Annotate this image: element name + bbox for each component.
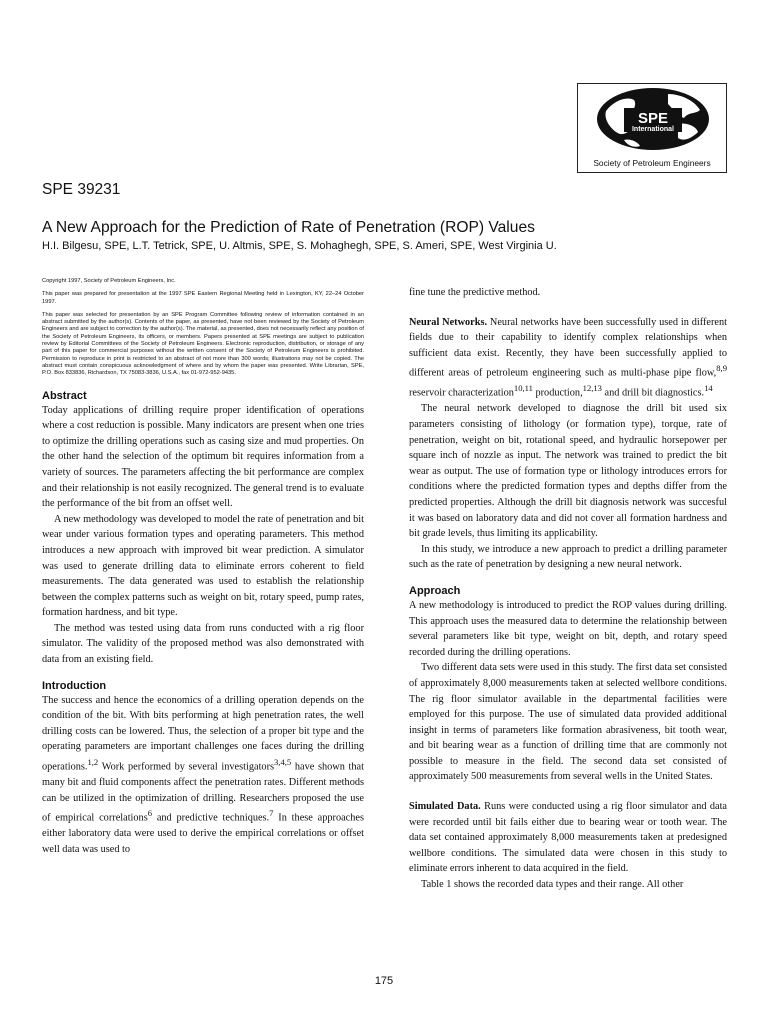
citation: 6: [147, 808, 153, 819]
neural-networks-paragraph-1: Neural Networks. Neural networks have been successfully used in different fields due to their capability to identify complex relationships when sufficient data exist. Recently, they have been successfully applied to different areas of petroleum engineering such as multi-phase pipe flow,$^{8,9}$ reservoir characterization$^{10,11}$ production,$^{12,13}$ and drill bit diagnostics.$^{14}$: [409, 316, 727, 399]
citation: 7: [269, 808, 274, 819]
neural-networks-paragraph-2: The neural network developed to diagnose the drill bit used six parameters consisting of lithology (or formation type), torque, rate of penetration, weight on bit, rotational speed, and hydraulic horsepower per square inch of nozzle as input. The network was trained to predict the bit wear as output. The use of formation type or lithology introduces errors for conditions where the predicted formation types and depths differ from the predicted properties. Although the drill bit diagnosis network was succesful it was based on laboratory data and did not cover all formation hardness and bit grade levels, thus limiting its applicability.: [409, 403, 727, 540]
neural-networks-paragraph-3: In this study, we introduce a new approach to predict a drilling parameter such as the rate of penetration by designing a new neural network.: [409, 543, 727, 571]
approach-paragraph-2: Two different data sets were used in this study. The first data set consisted of approximately 8,000 measurements taken at selected wellbore conditions. The rig floor simulator available in the departmental facilities were employed for this purpose. The use of simulated data provided additional insight in terms of parameters like formation abrasiveness, bit tooth wear, and bit bearing wear as a function of drilling time that are commonly not possible to measure in the field. The second data set consisted of approximately 500 measurements from several wells in the United States.: [409, 662, 727, 783]
paper-title: A New Approach for the Prediction of Rate of Penetration (ROP) Values: [42, 219, 535, 236]
introduction-continuation: fine tune the predictive method.: [409, 287, 541, 298]
simulated-data-paragraph-1: Simulated Data. Runs were conducted using a rig floor simulator and data were recorded until bit fails either due to bearing wear or tooth wear. The data set contained approximately 8,000 measurements taken at predesigned wellbore conditions. The simulated data were chosen in this study to eliminate errors inherent to data acquired in the field.: [409, 801, 727, 875]
citation: 14: [704, 383, 713, 394]
paper-number: SPE 39231: [42, 181, 121, 198]
left-column: [42, 278, 364, 857]
spe-logo: [577, 83, 727, 173]
introduction-paragraph-1: The success and hence the economics of a drilling operation depends on the condition of the bit. With bits performing at high penetration rates, the well drilling costs can be lowered. Thus, the selection of a proper bit type and the operating parameters are important challenges one faces during the drilling operations.$^{1,2}$ Work performed by several investigators$^{3,4,5}$ have shown that many bit and fluid components affect the penetration rates. Different methods can be utilized in the optimization of drilling. Researchers proposed the use of empirical correlations$^6$ and predictive techniques.$^7$ In these approaches either laboratory data were used to derive the empirical correlations or offset well data was used to: [42, 694, 364, 855]
citation: 10,11: [513, 383, 533, 394]
right-column: [409, 285, 727, 893]
page-number: 175: [374, 975, 394, 987]
author-list: H.I. Bilgesu, SPE, L.T. Tetrick, SPE, U. Altmis, SPE, S. Mohaghegh, SPE, S. Ameri, SPE, West Virginia U.: [42, 240, 557, 252]
globe-logo-icon: [594, 86, 712, 152]
citation: 1,2: [87, 757, 99, 768]
citation: 12,13: [582, 383, 602, 394]
neural-networks-heading: Neural Networks.: [409, 316, 488, 328]
logo-caption: Society of Petroleum Engineers: [593, 158, 711, 168]
logo-international-text: International: [631, 126, 675, 133]
citation: 3,4,5: [274, 757, 292, 768]
presentation-notice: This paper was prepared for presentation at the 1997 SPE Eastern Regional Meeting held in Lexington, KY, 22–24 October 1997.: [42, 291, 364, 305]
abstract-heading: Abstract: [42, 389, 87, 402]
abstract-paragraph-3: The method was tested using data from runs conducted with a rig floor simulator. The validity of the proposed method was also demonstrated with data from an existing field.: [42, 622, 364, 666]
simulated-data-heading: Simulated Data.: [409, 801, 481, 813]
approach-heading: Approach: [409, 584, 461, 597]
simulated-data-paragraph-2: Table 1 shows the recorded data types and their range. All other: [421, 879, 684, 891]
abstract-paragraph-1: Today applications of drilling require proper identification of operations where a cost reduction is possible. Many indicators are present when one tries to optimize the drilling operations such as casing size and mud properties. On the other hand the selection of the optimum bit requires information from a variety of sources. The parameters affecting the bit performance are complex and their relationship is not easily recognized. The general trend is to evaluate the performance of the bit from an offset well.: [42, 404, 364, 510]
logo-spe-text: SPE: [637, 110, 669, 127]
copyright-notice: Copyright 1997, Society of Petroleum Engineers, Inc.: [42, 278, 176, 284]
citation: 8,9: [716, 363, 727, 374]
approach-paragraph-1: A new methodology is introduced to predict the ROP values during drilling. This approach uses the measured data to determine the relationship between several parameters like bit type, weight on bit, depth, and rotary speed recorded during the drilling operations.: [409, 599, 727, 658]
review-notice: This paper was selected for presentation by an SPE Program Committee following review of information contained in an abstract submitted by the author(s). Contents of the paper, as presented, have not been reviewed by the Society of Petroleum Engineers and are subject to correction by the author(s). The material, as presented, does not necessarily reflect any position of the Society of Petroleum Engineers, its officers, or members. Papers presented at SPE meetings are subject to publication review by Editorial Committees of the Society of Petroleum Engineers. Electronic reproduction, distribution, or storage of any part of this paper for commercial purposes without the written consent of the Society of Petroleum Engineers is prohibited. Permission to reproduce in print is restricted to an abstract of not more than 300 words; illustrations may not be copied. The abstract must contain conspicuous acknowledgment of where and by whom the paper was presented. Write Librarian, SPE, P.O. Box 833836, Richardson, TX 75083-3836, U.S.A., fax 01-972-952-9435.: [42, 311, 364, 377]
abstract-paragraph-2: A new methodology was developed to model the rate of penetration and bit wear under various formation types and operating parameters. This method introduces a new approach with improved bit wear prediction. A simulator was used to generate drilling data to eliminate errors coherent to field measurements. The data generated was used to establish the relationship between the complex patterns such as weight on bit, rotary speed, pump rates, formation hardness, and bit type.: [42, 513, 364, 619]
introduction-heading: Introduction: [42, 679, 107, 692]
